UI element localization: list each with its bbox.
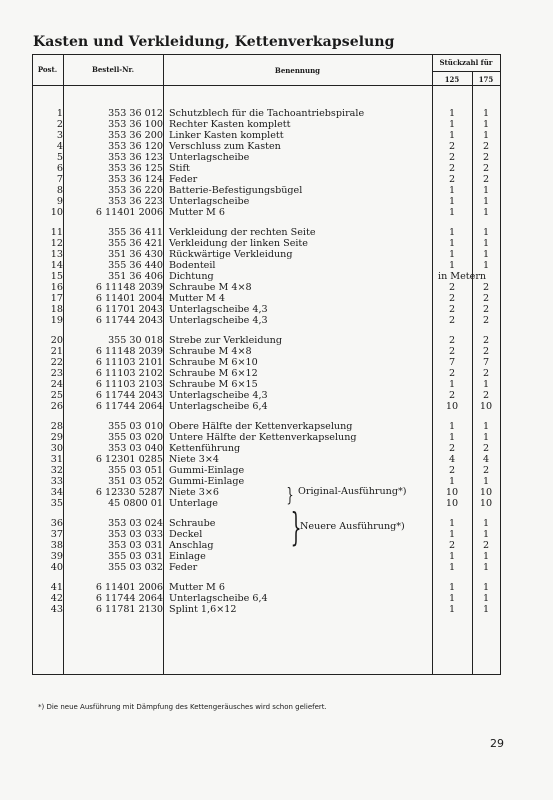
row-position: 24 xyxy=(50,379,63,390)
table-row xyxy=(32,443,500,454)
row-qty-125: 2 xyxy=(448,141,456,152)
row-order-number: 351 03 052 xyxy=(108,476,163,487)
row-qty-125: 1 xyxy=(448,604,456,615)
table-row xyxy=(32,593,500,604)
row-position: 18 xyxy=(50,304,63,315)
table-row xyxy=(32,108,500,119)
table-row xyxy=(32,368,500,379)
row-order-number: 6 11103 2102 xyxy=(95,368,163,379)
row-qty-175: 1 xyxy=(482,130,490,141)
row-qty-125: 1 xyxy=(448,421,456,432)
table-row xyxy=(32,357,500,368)
row-designation: Mutter M 4 xyxy=(169,293,226,304)
row-qty-125: 1 xyxy=(448,185,456,196)
row-qty-175: 1 xyxy=(482,185,490,196)
row-designation: Niete 3×6 xyxy=(169,487,219,498)
row-designation: Stift xyxy=(169,163,190,174)
row-position: 10 xyxy=(50,207,63,218)
row-qty-175: 1 xyxy=(482,518,490,529)
row-position: 9 xyxy=(56,196,63,207)
row-qty-175: 2 xyxy=(482,346,490,357)
row-order-number: 353 36 123 xyxy=(108,152,163,163)
row-qty-175: 1 xyxy=(482,207,490,218)
row-qty-175: 2 xyxy=(482,174,490,185)
row-qty-125: 1 xyxy=(448,582,456,593)
row-position: 43 xyxy=(50,604,63,615)
row-designation: Dichtung xyxy=(169,271,214,282)
row-position: 15 xyxy=(50,271,63,282)
row-qty-125: 10 xyxy=(445,498,459,509)
row-designation: Verkleidung der rechten Seite xyxy=(169,227,316,238)
row-position: 13 xyxy=(50,249,63,260)
row-designation: Gummi-Einlage xyxy=(169,476,245,487)
row-position: 36 xyxy=(50,518,63,529)
row-position: 7 xyxy=(56,174,63,185)
row-position: 38 xyxy=(50,540,63,551)
table-row xyxy=(32,271,500,282)
header-order-number: Bestell-Nr. xyxy=(91,65,135,74)
page-title: Kasten und Verkleidung, Kettenverkapselung xyxy=(33,34,395,50)
row-qty-125: 2 xyxy=(448,540,456,551)
row-qty-175: 10 xyxy=(479,498,493,509)
table-row xyxy=(32,152,500,163)
parts-table xyxy=(32,54,500,675)
row-qty-125: 2 xyxy=(448,282,456,293)
row-designation: Obere Hälfte der Kettenverkapselung xyxy=(169,421,353,432)
row-qty-175: 1 xyxy=(482,196,490,207)
header-bottom-line xyxy=(32,85,500,86)
row-designation: Unterlagscheibe 6,4 xyxy=(169,401,268,412)
table-row xyxy=(32,540,500,551)
row-order-number: 353 36 220 xyxy=(108,185,163,196)
table-row xyxy=(32,476,500,487)
table-row xyxy=(32,238,500,249)
row-designation: Feder xyxy=(169,562,198,573)
row-qty-125: 1 xyxy=(448,529,456,540)
row-position: 19 xyxy=(50,315,63,326)
row-designation: Untere Hälfte der Kettenverkapselung xyxy=(169,432,357,443)
row-qty-175: 1 xyxy=(482,260,490,271)
header-qty-125: 125 xyxy=(444,75,460,84)
row-position: 8 xyxy=(56,185,63,196)
row-position: 37 xyxy=(50,529,63,540)
row-designation: Deckel xyxy=(169,529,203,540)
note-newer-version: Neuere Ausführung*) xyxy=(300,521,405,532)
row-qty-125: 2 xyxy=(448,174,456,185)
row-position: 11 xyxy=(50,227,63,238)
table-row xyxy=(32,454,500,465)
row-order-number: 6 11744 2064 xyxy=(95,401,163,412)
row-qty-175: 1 xyxy=(482,108,490,119)
row-order-number: 355 03 051 xyxy=(108,465,163,476)
row-qty-175: 1 xyxy=(482,529,490,540)
row-position: 22 xyxy=(50,357,63,368)
row-qty-175: 2 xyxy=(482,163,490,174)
row-designation: Rückwärtige Verkleidung xyxy=(169,249,293,260)
table-row xyxy=(32,518,500,529)
table-row xyxy=(32,529,500,540)
row-qty-125: 2 xyxy=(448,163,456,174)
table-row xyxy=(32,401,500,412)
row-order-number: 355 36 421 xyxy=(108,238,163,249)
row-designation: Schraube M 6×15 xyxy=(169,379,258,390)
row-designation: Gummi-Einlage xyxy=(169,465,245,476)
row-qty-125: 1 xyxy=(448,227,456,238)
row-position: 40 xyxy=(50,562,63,573)
row-order-number: 6 12330 5287 xyxy=(95,487,163,498)
row-position: 29 xyxy=(50,432,63,443)
row-qty-125: 2 xyxy=(448,465,456,476)
row-order-number: 355 36 411 xyxy=(108,227,163,238)
row-qty-125: 2 xyxy=(448,304,456,315)
row-position: 6 xyxy=(56,163,63,174)
row-order-number: 6 11744 2043 xyxy=(95,315,163,326)
table-row xyxy=(32,196,500,207)
row-qty-125: 1 xyxy=(448,551,456,562)
row-position: 34 xyxy=(50,487,63,498)
row-designation: Unterlagscheibe 4,3 xyxy=(169,315,268,326)
row-position: 16 xyxy=(50,282,63,293)
row-qty-175: 2 xyxy=(482,368,490,379)
row-designation: Splint 1,6×12 xyxy=(169,604,237,615)
row-order-number: 6 11103 2103 xyxy=(95,379,163,390)
table-row xyxy=(32,185,500,196)
row-qty-175: 2 xyxy=(482,443,490,454)
row-order-number: 6 11744 2043 xyxy=(95,390,163,401)
row-order-number: 6 11781 2130 xyxy=(95,604,163,615)
row-qty-175: 10 xyxy=(479,401,493,412)
row-qty-175: 2 xyxy=(482,282,490,293)
row-order-number: 6 11401 2006 xyxy=(95,582,163,593)
row-position: 1 xyxy=(56,108,63,119)
row-qty-125: 1 xyxy=(448,207,456,218)
row-order-number: 6 11148 2039 xyxy=(95,282,163,293)
row-position: 17 xyxy=(50,293,63,304)
row-designation: Schraube M 6×10 xyxy=(169,357,258,368)
table-row xyxy=(32,163,500,174)
row-order-number: 353 36 120 xyxy=(108,141,163,152)
row-order-number: 6 11744 2064 xyxy=(95,593,163,604)
row-qty-125: 7 xyxy=(448,357,456,368)
row-qty-175: 2 xyxy=(482,304,490,315)
row-position: 26 xyxy=(50,401,63,412)
row-position: 33 xyxy=(50,476,63,487)
table-row xyxy=(32,130,500,141)
table-row xyxy=(32,304,500,315)
row-order-number: 355 30 018 xyxy=(108,335,163,346)
row-order-number: 355 03 032 xyxy=(108,562,163,573)
row-designation: Verkleidung der linken Seite xyxy=(169,238,308,249)
row-order-number: 6 11103 2101 xyxy=(95,357,163,368)
row-position: 21 xyxy=(50,346,63,357)
row-qty-175: 1 xyxy=(482,551,490,562)
row-order-number: 353 03 033 xyxy=(108,529,163,540)
table-row xyxy=(32,227,500,238)
header-qty-175: 175 xyxy=(478,75,494,84)
row-position: 20 xyxy=(50,335,63,346)
row-designation: Strebe zur Verkleidung xyxy=(169,335,283,346)
row-position: 4 xyxy=(56,141,63,152)
row-qty-175: 1 xyxy=(482,238,490,249)
row-qty-125: 1 xyxy=(448,196,456,207)
row-qty-175: 2 xyxy=(482,540,490,551)
row-position: 28 xyxy=(50,421,63,432)
row-designation: Unterlagscheibe 6,4 xyxy=(169,593,268,604)
row-order-number: 355 03 020 xyxy=(108,432,163,443)
table-row xyxy=(32,346,500,357)
table-row xyxy=(32,465,500,476)
row-qty-125: 1 xyxy=(448,379,456,390)
row-position: 12 xyxy=(50,238,63,249)
table-row xyxy=(32,293,500,304)
table-row xyxy=(32,562,500,573)
row-designation: Schraube M 4×8 xyxy=(169,346,252,357)
header-divider xyxy=(432,71,500,72)
row-qty-175: 1 xyxy=(482,421,490,432)
table-row xyxy=(32,498,500,509)
row-designation: Unterlagscheibe 4,3 xyxy=(169,304,268,315)
row-order-number: 353 03 040 xyxy=(108,443,163,454)
row-order-number: 353 36 124 xyxy=(108,174,163,185)
row-qty-125: 1 xyxy=(448,119,456,130)
row-designation: Linker Kasten komplett xyxy=(169,130,284,141)
page-number: 29 xyxy=(490,737,504,750)
row-designation: Schraube M 4×8 xyxy=(169,282,252,293)
row-qty-125: 1 xyxy=(448,249,456,260)
row-qty-125: 1 xyxy=(448,562,456,573)
row-qty-175: 1 xyxy=(482,604,490,615)
footnote: *) Die neue Ausführung mit Dämpfung des Kettengeräusches wird schon geliefert. xyxy=(38,703,327,711)
row-qty-175: 1 xyxy=(482,432,490,443)
row-order-number: 355 03 010 xyxy=(108,421,163,432)
table-row xyxy=(32,487,500,498)
row-qty-125: 1 xyxy=(448,476,456,487)
row-order-number: 355 36 440 xyxy=(108,260,163,271)
row-position: 42 xyxy=(50,593,63,604)
row-qty-125: 1 xyxy=(448,238,456,249)
row-qty-125: in Metern xyxy=(438,271,487,282)
table-row xyxy=(32,604,500,615)
row-position: 39 xyxy=(50,551,63,562)
row-qty-175: 1 xyxy=(482,227,490,238)
table-border-bottom xyxy=(32,674,500,675)
row-order-number: 355 03 031 xyxy=(108,551,163,562)
row-qty-175: 2 xyxy=(482,141,490,152)
row-qty-125: 2 xyxy=(448,368,456,379)
row-order-number: 351 36 406 xyxy=(108,271,163,282)
row-order-number: 353 03 031 xyxy=(108,540,163,551)
table-row xyxy=(32,421,500,432)
row-qty-175: 2 xyxy=(482,335,490,346)
row-qty-175: 1 xyxy=(482,593,490,604)
row-position: 30 xyxy=(50,443,63,454)
row-designation: Batterie-Befestigungsbügel xyxy=(169,185,303,196)
header-designation: Benennung xyxy=(274,66,321,75)
table-row xyxy=(32,379,500,390)
row-qty-125: 2 xyxy=(448,443,456,454)
table-row xyxy=(32,582,500,593)
table-border-right xyxy=(500,54,501,675)
row-qty-175: 4 xyxy=(482,454,490,465)
row-qty-175: 2 xyxy=(482,315,490,326)
row-order-number: 6 12301 0285 xyxy=(95,454,163,465)
row-position: 14 xyxy=(50,260,63,271)
row-qty-125: 2 xyxy=(448,315,456,326)
row-position: 25 xyxy=(50,390,63,401)
row-order-number: 6 11701 2043 xyxy=(95,304,163,315)
row-qty-125: 10 xyxy=(445,487,459,498)
row-qty-175: 1 xyxy=(482,249,490,260)
row-order-number: 353 36 223 xyxy=(108,196,163,207)
row-designation: Schraube xyxy=(169,518,216,529)
row-qty-125: 2 xyxy=(448,346,456,357)
row-qty-175: 2 xyxy=(482,293,490,304)
row-order-number: 353 36 012 xyxy=(108,108,163,119)
row-position: 2 xyxy=(56,119,63,130)
row-designation: Schraube M 6×12 xyxy=(169,368,258,379)
table-row xyxy=(32,119,500,130)
table-row xyxy=(32,174,500,185)
row-order-number: 353 36 125 xyxy=(108,163,163,174)
row-designation: Verschluss zum Kasten xyxy=(169,141,281,152)
row-qty-125: 1 xyxy=(448,432,456,443)
row-order-number: 351 36 430 xyxy=(108,249,163,260)
table-row xyxy=(32,260,500,271)
row-designation: Niete 3×4 xyxy=(169,454,219,465)
row-order-number: 353 36 200 xyxy=(108,130,163,141)
row-position: 23 xyxy=(50,368,63,379)
row-qty-175: 1 xyxy=(482,476,490,487)
note-original-version: Original-Ausführung*) xyxy=(298,486,407,497)
row-designation: Anschlag xyxy=(169,540,214,551)
row-designation: Rechter Kasten komplett xyxy=(169,119,291,130)
row-qty-125: 2 xyxy=(448,293,456,304)
row-position: 5 xyxy=(56,152,63,163)
row-designation: Unterlagscheibe xyxy=(169,196,250,207)
table-row xyxy=(32,207,500,218)
table-border-top xyxy=(32,54,500,55)
row-designation: Unterlage xyxy=(169,498,218,509)
table-row xyxy=(32,282,500,293)
row-qty-125: 2 xyxy=(448,335,456,346)
row-qty-175: 1 xyxy=(482,562,490,573)
table-row xyxy=(32,335,500,346)
row-qty-175: 1 xyxy=(482,582,490,593)
row-qty-175: 10 xyxy=(479,487,493,498)
brace-original: } xyxy=(286,484,294,506)
table-row xyxy=(32,390,500,401)
row-qty-125: 1 xyxy=(448,260,456,271)
row-qty-175: 1 xyxy=(482,119,490,130)
table-row xyxy=(32,249,500,260)
row-qty-125: 1 xyxy=(448,130,456,141)
row-order-number: 353 36 100 xyxy=(108,119,163,130)
row-qty-125: 2 xyxy=(448,390,456,401)
row-qty-125: 1 xyxy=(448,108,456,119)
row-qty-125: 1 xyxy=(448,593,456,604)
row-position: 32 xyxy=(50,465,63,476)
row-order-number: 353 03 024 xyxy=(108,518,163,529)
row-order-number: 6 11401 2004 xyxy=(95,293,163,304)
row-position: 3 xyxy=(56,130,63,141)
row-order-number: 6 11401 2006 xyxy=(95,207,163,218)
brace-newer: } xyxy=(290,505,302,549)
row-qty-175: 7 xyxy=(482,357,490,368)
row-designation: Einlage xyxy=(169,551,206,562)
row-qty-125: 10 xyxy=(445,401,459,412)
row-designation: Schutzblech für die Tachoantriebspirale xyxy=(169,108,365,119)
row-designation: Mutter M 6 xyxy=(169,207,226,218)
row-qty-175: 1 xyxy=(482,379,490,390)
row-qty-125: 4 xyxy=(448,454,456,465)
row-designation: Bodenteil xyxy=(169,260,216,271)
row-designation: Kettenführung xyxy=(169,443,241,454)
header-quantity: Stückzahl für xyxy=(439,58,493,67)
header-pos: Post. xyxy=(37,65,58,74)
row-designation: Mutter M 6 xyxy=(169,582,226,593)
table-row xyxy=(32,432,500,443)
row-qty-125: 2 xyxy=(448,152,456,163)
row-position: 41 xyxy=(50,582,63,593)
row-qty-175: 2 xyxy=(482,152,490,163)
table-row xyxy=(32,141,500,152)
row-qty-125: 1 xyxy=(448,518,456,529)
row-designation: Feder xyxy=(169,174,198,185)
table-row xyxy=(32,315,500,326)
row-qty-175: 2 xyxy=(482,465,490,476)
row-order-number: 45 0800 01 xyxy=(108,498,163,509)
row-position: 35 xyxy=(50,498,63,509)
row-position: 31 xyxy=(50,454,63,465)
row-designation: Unterlagscheibe xyxy=(169,152,250,163)
row-qty-175: 2 xyxy=(482,390,490,401)
row-order-number: 6 11148 2039 xyxy=(95,346,163,357)
table-row xyxy=(32,551,500,562)
row-designation: Unterlagscheibe 4,3 xyxy=(169,390,268,401)
